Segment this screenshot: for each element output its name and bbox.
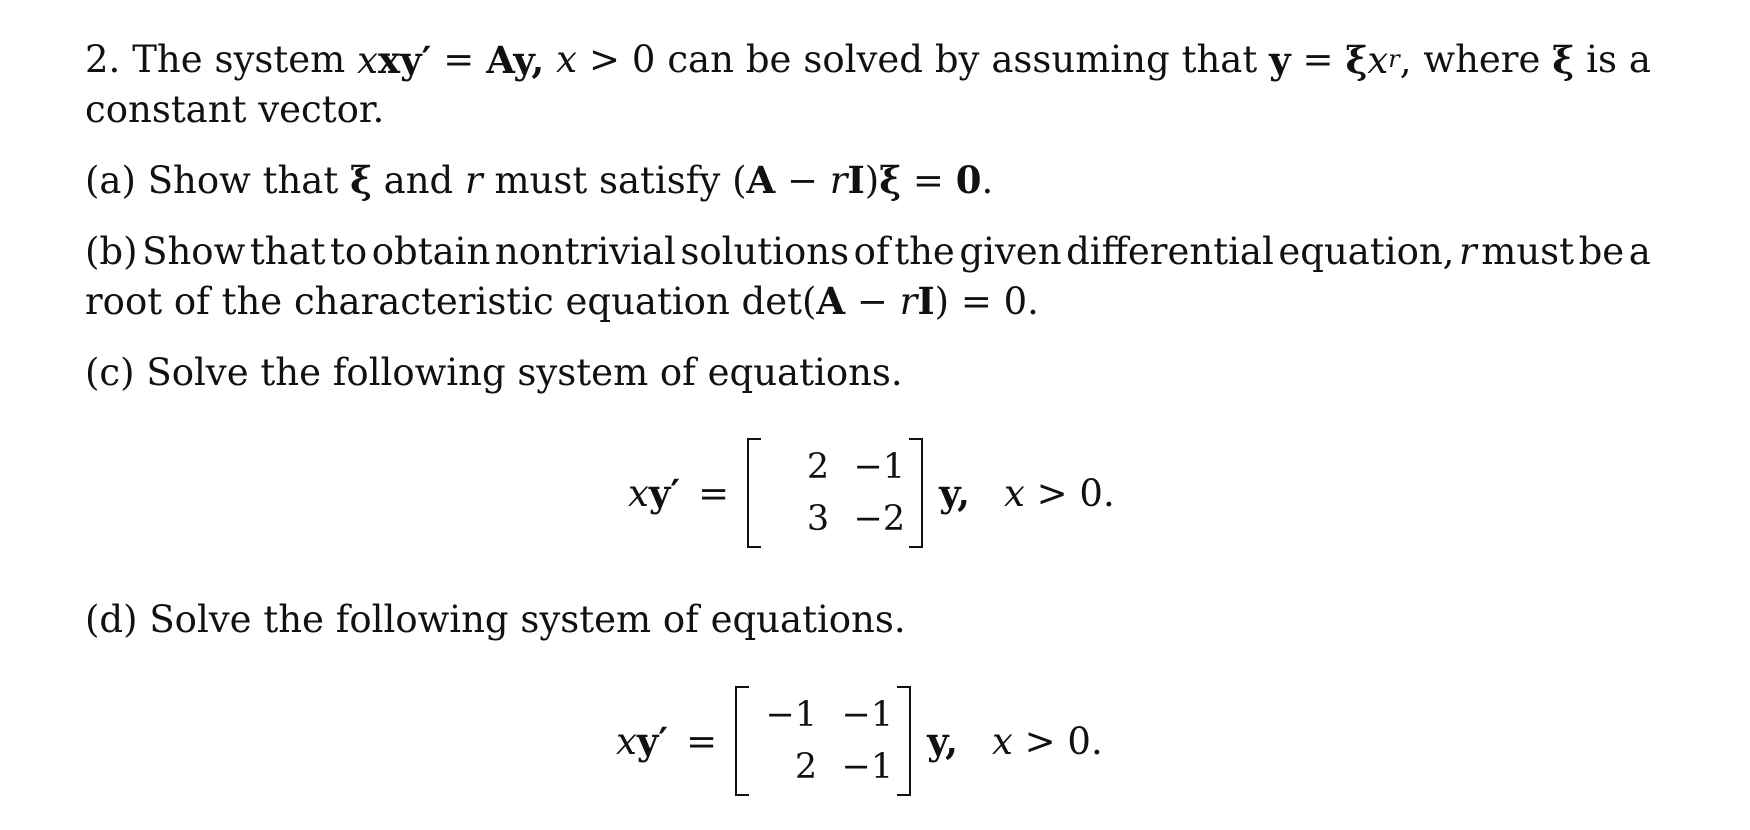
equation-rhs — [939, 471, 1115, 515]
word: solved — [803, 38, 923, 81]
math-Ay: Ay, — [486, 38, 545, 82]
word: the — [894, 230, 955, 273]
right-bracket — [897, 686, 911, 796]
math-xy-prime — [357, 38, 431, 83]
math-y: y, — [939, 471, 970, 515]
matrix-cell: 2 — [806, 447, 830, 487]
equation-lhs — [616, 719, 668, 763]
equation-rhs — [927, 719, 1103, 763]
text: and — [383, 159, 454, 202]
math-r-exponent: r — [1388, 45, 1400, 73]
math-y: y, — [927, 719, 958, 763]
matrix-cell: 2 — [794, 747, 818, 787]
word: is — [1586, 38, 1617, 81]
word: obtain — [371, 230, 491, 273]
paren-open: ( — [732, 159, 747, 202]
matrix-cell: 3 — [806, 499, 830, 539]
word: system — [214, 38, 346, 81]
zero: 0 — [631, 38, 656, 81]
paren-close: ) — [864, 159, 880, 202]
matrix-cell: −1 — [853, 447, 906, 487]
math-x: x — [1004, 472, 1025, 515]
word: given — [959, 230, 1062, 273]
word: Show — [142, 230, 246, 273]
word: solutions — [680, 230, 850, 273]
problem-statement-line-1 — [85, 38, 1651, 83]
part-b-line-1 — [85, 230, 1651, 274]
text: ) = 0. — [934, 280, 1039, 323]
matrix-grid — [749, 686, 897, 796]
coefficient-matrix — [747, 438, 923, 548]
word: that — [1181, 38, 1258, 81]
word: a — [1628, 38, 1651, 81]
word: can — [667, 38, 734, 81]
math-y: y — [1269, 38, 1291, 82]
greater-than-sign: > — [588, 38, 620, 81]
word: to — [330, 230, 368, 273]
part-c-equation — [628, 438, 1115, 548]
math-equation — [732, 159, 993, 202]
zero-vector: 0 — [955, 158, 982, 202]
equals-sign: = — [698, 471, 730, 515]
math-x: x — [992, 720, 1013, 763]
part-b-line-2 — [85, 279, 1039, 324]
word: equation, — [1278, 230, 1455, 273]
math-x: x — [357, 39, 379, 82]
math-r: r — [899, 280, 918, 323]
text: must satisfy — [494, 159, 721, 202]
math-r: r — [829, 159, 848, 202]
equals-sign: = — [1302, 38, 1334, 81]
part-b-label: (b) — [85, 230, 138, 273]
word: The — [132, 38, 203, 81]
matrix-grid — [761, 438, 909, 548]
part-a-label: (a) — [85, 159, 136, 202]
part-a — [85, 158, 993, 203]
word: a — [1628, 230, 1651, 273]
math-x: x — [616, 720, 637, 763]
word: assuming — [991, 38, 1170, 81]
math-xi: ξ — [879, 158, 902, 202]
matrix-cell: −1 — [841, 747, 894, 787]
text: root of the characteristic equation det( — [85, 280, 817, 323]
equals-sign: = — [443, 38, 475, 81]
word: by — [934, 38, 980, 81]
minus-sign: − — [775, 159, 830, 202]
math-xi: ξ — [349, 158, 372, 202]
text: Show that — [147, 159, 339, 202]
math-r: r — [1459, 230, 1477, 273]
math-I: I — [847, 158, 865, 202]
comma: , — [1399, 39, 1412, 82]
math-y-prime: xy′ — [378, 38, 432, 82]
math-I: I — [917, 279, 935, 323]
math-y-prime: y′ — [648, 471, 681, 515]
equals-sign: = — [686, 719, 718, 763]
part-d-equation — [616, 686, 1103, 796]
matrix-cell: −2 — [853, 499, 906, 539]
math-y-prime: y′ — [636, 719, 669, 763]
math-A: A — [816, 279, 846, 323]
math-x: x — [556, 38, 578, 81]
equation-lhs — [628, 471, 680, 515]
math-x: x — [628, 472, 649, 515]
part-c: (c) Solve the following system of equations. — [85, 351, 903, 394]
word: nontrivial — [494, 230, 676, 273]
matrix-cell: −1 — [765, 695, 818, 735]
matrix-cell: −1 — [841, 695, 894, 735]
math-xi: ξ — [1552, 38, 1575, 82]
word: of — [853, 230, 890, 273]
minus-sign: − — [845, 280, 900, 323]
left-bracket — [747, 438, 761, 548]
word: differential — [1066, 230, 1274, 273]
word: that — [249, 230, 326, 273]
math-r: r — [465, 159, 483, 202]
part-d: (d) Solve the following system of equations. — [85, 598, 906, 641]
left-bracket — [735, 686, 749, 796]
word: be — [1578, 230, 1625, 273]
word: must — [1481, 230, 1575, 273]
condition: > 0. — [1024, 472, 1115, 515]
problem-number: 2. — [85, 38, 121, 81]
right-bracket — [909, 438, 923, 548]
coefficient-matrix — [735, 686, 911, 796]
equals-sign: = — [901, 159, 956, 202]
word: where — [1423, 38, 1541, 81]
math-A: A — [746, 158, 776, 202]
period: . — [981, 159, 994, 202]
math-x: x — [1367, 39, 1389, 82]
math-xi: ξ — [1345, 38, 1368, 82]
condition: > 0. — [1012, 720, 1103, 763]
problem-statement-line-2: constant vector. — [85, 88, 385, 131]
word: be — [745, 38, 792, 81]
math-xi-x-r — [1345, 38, 1411, 83]
